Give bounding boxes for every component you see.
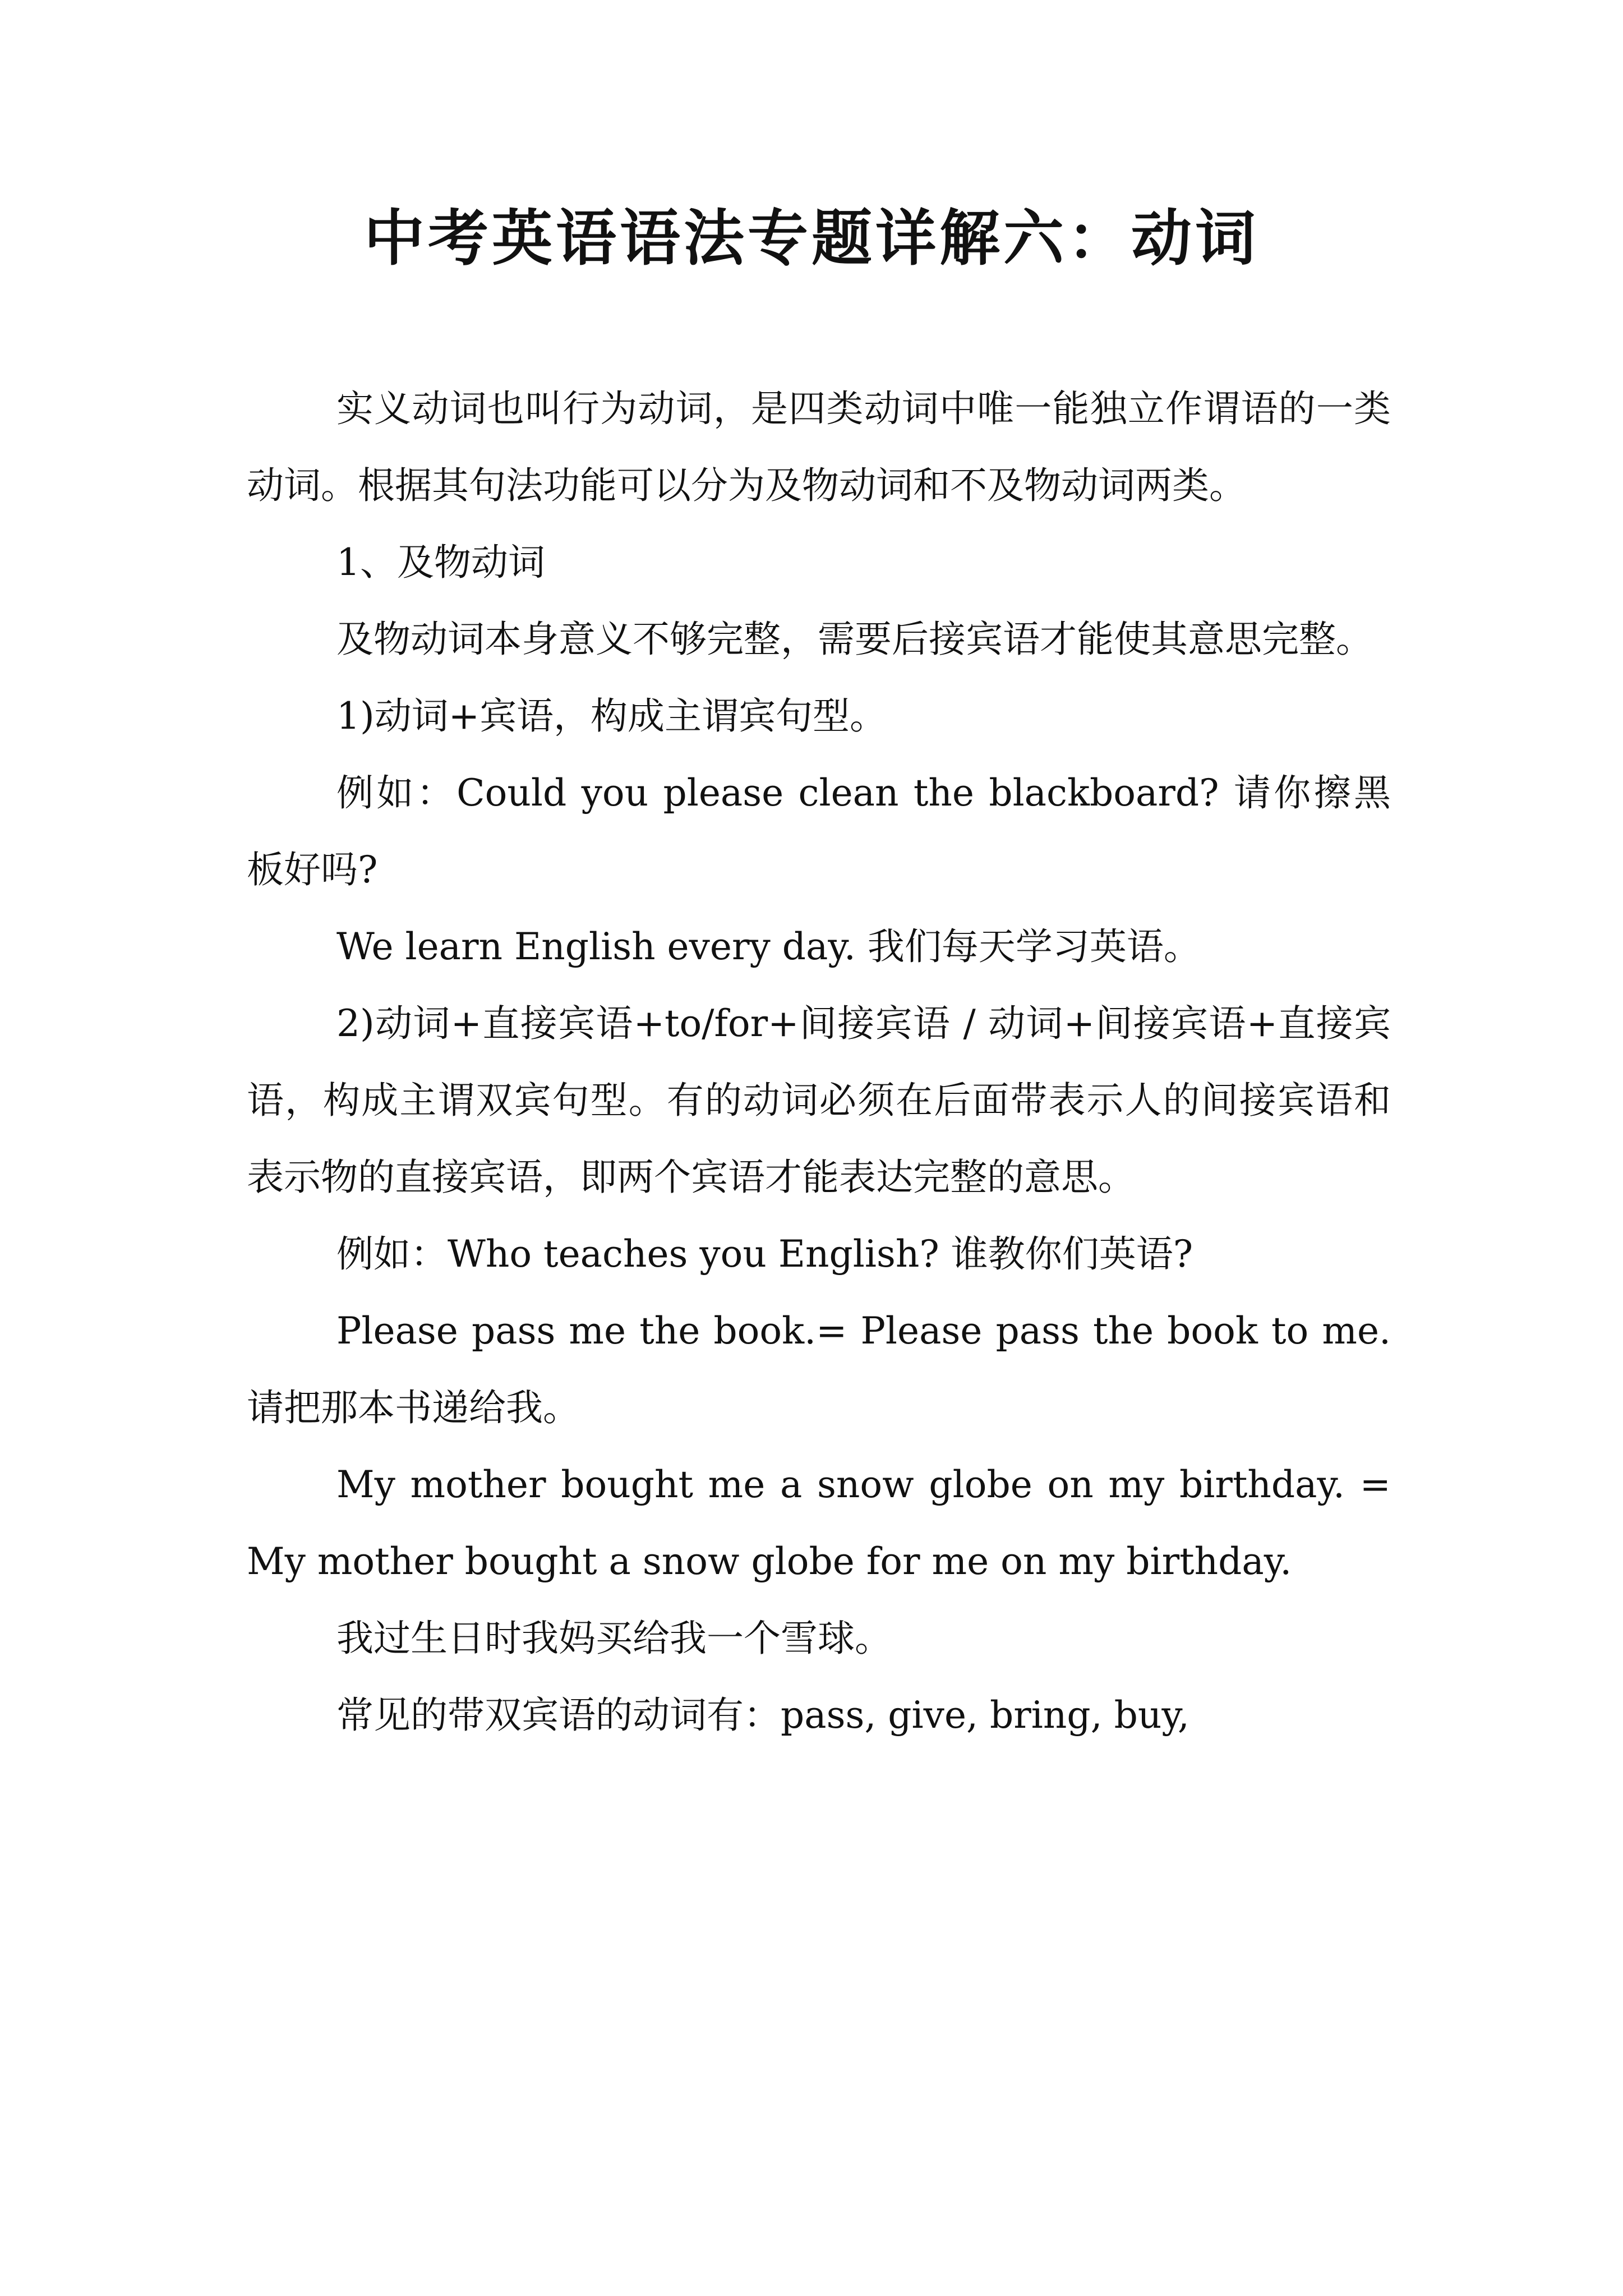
example-who-teaches: 例如：Who teaches you English? 谁教你们英语?: [336, 1232, 1193, 1276]
paragraph-transitive-definition: 及物动词本身意义不够完整，需要后接宾语才能使其意思完整。: [336, 618, 1373, 661]
document-title: 中考英语语法专题详解六：动词: [363, 203, 1259, 274]
example-snow-globe: My mother bought me a snow globe on my birthday. = My mother bought a snow globe for me on my birthday.: [247, 1463, 1391, 1583]
paragraph-intro: 实义动词也叫行为动词，是四类动词中唯一能独立作谓语的一类动词。根据其句法功能可以分为及物动词和不及物动词两类。: [247, 387, 1391, 507]
example-clean-blackboard: 例如：Could you please clean the blackboard? 请你擦黑板好吗?: [247, 771, 1391, 891]
document-body: [247, 370, 1391, 1754]
rule-double-object: 2)动词+直接宾语+to/for+间接宾语 / 动词+间接宾语+直接宾语，构成主谓双宾句型。有的动词必须在后面带表示人的间接宾语和表示物的直接宾语，即两个宾语才能表达完整的意思。: [247, 1002, 1391, 1199]
paragraph-common-double-object-verbs: 常见的带双宾语的动词有：pass, give, bring, buy,: [336, 1694, 1189, 1737]
example-learn-english: We learn English every day. 我们每天学习英语。: [336, 925, 1201, 968]
heading-transitive-verbs: 1、及物动词: [336, 541, 545, 584]
example-snow-globe-translation: 我过生日时我妈买给我一个雪球。: [336, 1617, 892, 1660]
rule-verb-object: 1)动词+宾语，构成主谓宾句型。: [336, 694, 887, 738]
example-pass-book: Please pass me the book.= Please pass the book to me.请把那本书递给我。: [247, 1309, 1391, 1429]
